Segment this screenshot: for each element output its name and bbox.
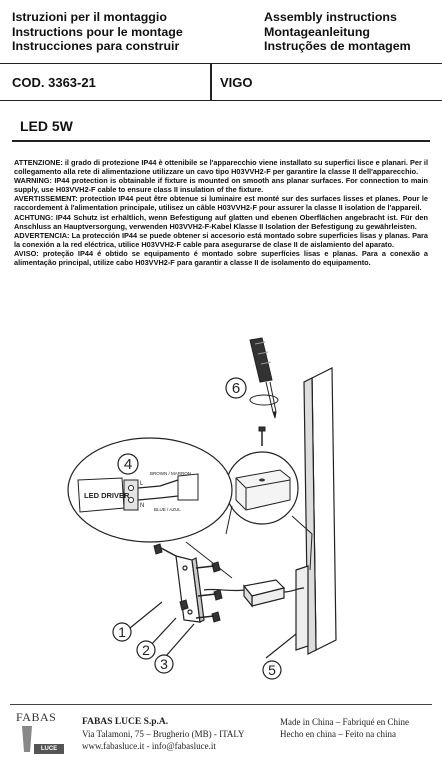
lamp-body bbox=[296, 368, 336, 654]
code-row-divider bbox=[210, 64, 212, 100]
wire-brown-label: BROWN / MARRON bbox=[150, 471, 191, 476]
step-6-label: 6 bbox=[231, 380, 241, 397]
company-name: FABAS LUCE S.p.A. bbox=[82, 717, 169, 727]
made-in-line-2: Hecho en china – Feito na china bbox=[280, 729, 396, 739]
made-in bbox=[280, 716, 409, 740]
company-info bbox=[82, 716, 245, 752]
title-english: Assembly instructions bbox=[264, 10, 397, 24]
zoom-detail-top bbox=[226, 452, 312, 570]
fabas-logo bbox=[16, 710, 66, 756]
warning-german: ACHTUNG: IP44 Schutz ist erhältlich, wenn Befestigung auf glatten und ebenen Oberflächen angebracht ist. Für den Anschluss an Hauptversorgung, verwenden H03VVH2-F-Kabel Klasse II Isolation der Befestigung zu gewährleisten. bbox=[14, 212, 428, 231]
warning-portuguese: AVISO: proteção IP44 é obtido se equipamento é montado sobre superfícies lisas e planas. Para a conexão a alimentação principal, utilize cabo H03VVH2-F para garantir a classe II de isolamento do equipamento. bbox=[14, 248, 428, 268]
power-rating: LED 5W bbox=[20, 118, 73, 134]
company-web: www.fabasluce.it - info@fabasluce.it bbox=[82, 741, 216, 751]
footer-divider bbox=[10, 704, 432, 705]
code-row bbox=[0, 63, 442, 101]
terminal-l-label: L bbox=[140, 481, 144, 487]
warnings-block bbox=[14, 158, 428, 267]
header-left-titles bbox=[12, 10, 183, 54]
step-2-label: 2 bbox=[142, 642, 150, 658]
warning-english: WARNING: IP44 protection is obtainable if fixture is mounted on smooth ans planar surfaces. For connection to main supply, use H03VVH2-F cable to ensure class II insulation of the fixture. bbox=[14, 176, 428, 195]
terminal-n-label: N bbox=[140, 503, 145, 509]
title-spanish: Instrucciones para construir bbox=[12, 39, 180, 53]
screw-icon bbox=[259, 427, 265, 446]
title-french: Instructions pour le montage bbox=[12, 24, 183, 39]
logo-text: FABAS bbox=[16, 710, 57, 724]
zoom-detail-driver bbox=[68, 438, 232, 578]
header-right-titles bbox=[264, 10, 411, 54]
made-in-line-1: Made in China – Fabriqué en Chine bbox=[280, 717, 409, 727]
divider-line bbox=[12, 140, 430, 142]
logo-lamp-icon bbox=[20, 724, 34, 754]
title-portuguese: Instruções de montagem bbox=[264, 39, 411, 53]
screwdriver-icon bbox=[250, 338, 276, 418]
warning-spanish: ADVERTENCIA: La protección IP44 se puede obtener si accesorio está montado sobre superficies lisas y planas. Para la conexión a la red eléctrica, utilice H03VVH2-F cable para asegurarse de clase II de aislamiento del aparato. bbox=[14, 230, 428, 249]
step-3-label: 3 bbox=[160, 656, 168, 672]
assembly-diagram bbox=[0, 330, 442, 710]
step-1-label: 1 bbox=[118, 624, 126, 640]
warning-french: AVERTISSEMENT: protection IP44 peut être obtenue si luminaire est monté sur des surfaces lisses et planes. Pour le raccordement à l'alimentation principale, utilisez un câble H03VVH2-F pour assurer la classe II isolation de l'appareil. bbox=[14, 194, 428, 213]
step-5-label: 5 bbox=[268, 662, 276, 678]
driver-label: LED DRIVER bbox=[84, 491, 130, 500]
warning-italian: ATTENZIONE: il grado di protezione IP44 è ottenibile se l'apparecchio viene installato su superfici lisce e planari. Per il collegamento alla rete di alimentazione utilizzare un cavo tipo H03VVH2-F per garantire la classe II dell'apparecchio. bbox=[14, 158, 428, 177]
product-code: COD. 3363-21 bbox=[12, 75, 96, 90]
company-address: Via Talamoni, 75 – Brugherio (MB) - ITALY bbox=[82, 729, 245, 739]
step-4-label: 4 bbox=[123, 456, 133, 473]
logo-sub: LUCE bbox=[34, 744, 64, 754]
product-model: VIGO bbox=[220, 75, 253, 90]
header bbox=[0, 10, 442, 62]
wall-bracket bbox=[176, 556, 204, 622]
title-italian: Istruzioni per il montaggio bbox=[12, 10, 167, 24]
title-german: Montageanleitung bbox=[264, 24, 371, 39]
wire-blue-label: BLUE / AZUL bbox=[154, 507, 181, 512]
